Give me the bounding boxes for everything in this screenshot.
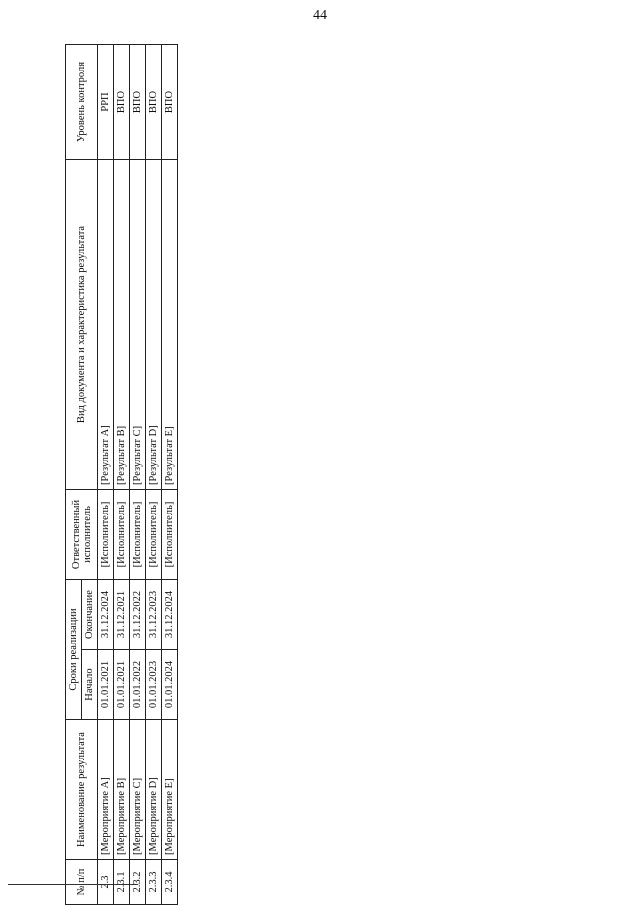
footnote-divider (8, 884, 138, 885)
header-name: Наименование результата (66, 720, 98, 860)
row-control-level: ВПО (146, 44, 162, 159)
row-control-level: ВПО (130, 44, 146, 159)
row-name: [Мероприятие E] (162, 720, 178, 860)
header-end: Окончание (82, 579, 98, 649)
row-num: 2.3.2 (130, 860, 146, 905)
row-end: 31.12.2024 (98, 579, 114, 649)
plan-table (65, 44, 178, 905)
row-responsible: [Исполнитель] (98, 489, 114, 579)
row-num: 2.3.4 (162, 860, 178, 905)
row-responsible: [Исполнитель] (162, 489, 178, 579)
row-name: [Мероприятие B] (114, 720, 130, 860)
row-control-level: ВПО (114, 44, 130, 159)
table-row (114, 44, 130, 904)
row-document: [Результат E] (162, 159, 178, 489)
row-responsible: [Исполнитель] (146, 489, 162, 579)
header-terms: Сроки реализации (66, 579, 82, 719)
row-start: 01.01.2022 (130, 650, 146, 720)
page-number: 44 (313, 8, 327, 23)
row-responsible: [Исполнитель] (130, 489, 146, 579)
row-name: [Мероприятие C] (130, 720, 146, 860)
row-num: 2.3 (98, 860, 114, 905)
row-document: [Результат D] (146, 159, 162, 489)
row-end: 31.12.2024 (162, 579, 178, 649)
row-responsible: [Исполнитель] (114, 489, 130, 579)
row-start: 01.01.2021 (98, 650, 114, 720)
row-name: [Мероприятие A] (98, 720, 114, 860)
row-control-level: ВПО (162, 44, 178, 159)
row-start: 01.01.2023 (146, 650, 162, 720)
header-responsible: Ответственный исполнитель (66, 489, 98, 579)
row-document: [Результат B] (114, 159, 130, 489)
row-control-level: РРП (98, 44, 114, 159)
table-row (162, 44, 178, 904)
row-num: 2.3.1 (114, 860, 130, 905)
row-start: 01.01.2024 (162, 650, 178, 720)
rotated-table-container (65, 45, 610, 905)
row-document: [Результат A] (98, 159, 114, 489)
row-num: 2.3.3 (146, 860, 162, 905)
header-document: Вид документа и характеристика результата (66, 159, 98, 489)
header-start: Начало (82, 650, 98, 720)
row-end: 31.12.2021 (114, 579, 130, 649)
header-control-level: Уровень контроля (66, 44, 98, 159)
row-start: 01.01.2021 (114, 650, 130, 720)
table-row (146, 44, 162, 904)
table-row (130, 44, 146, 904)
row-end: 31.12.2022 (130, 579, 146, 649)
row-document: [Результат C] (130, 159, 146, 489)
table-row (98, 44, 114, 904)
row-name: [Мероприятие D] (146, 720, 162, 860)
header-num: № п/п (66, 860, 98, 905)
row-end: 31.12.2023 (146, 579, 162, 649)
